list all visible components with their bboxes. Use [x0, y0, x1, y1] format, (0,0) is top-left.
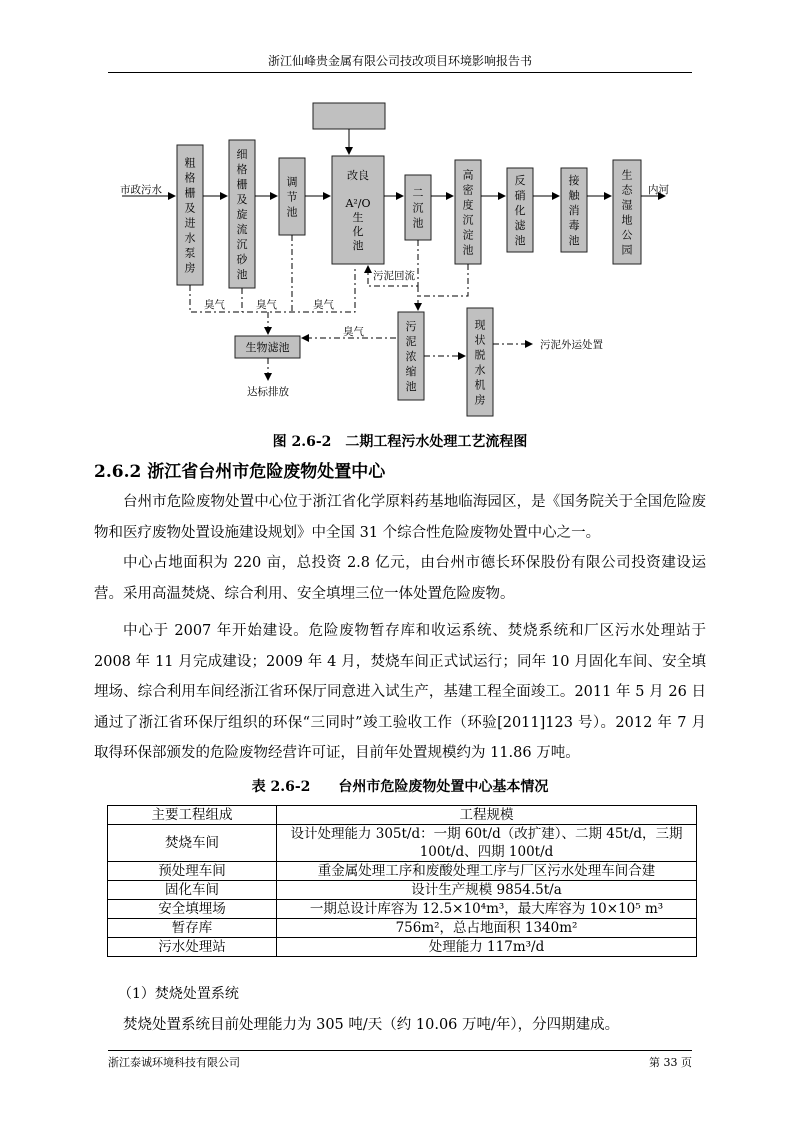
svg-text:滤: 滤 [514, 219, 526, 233]
footer-page-number: 第 33 页 [649, 1056, 692, 1069]
svg-text:节: 节 [286, 190, 298, 204]
paragraph-1: 台州市危险废物处置中心位于浙江省化学原料药基地临海园区，是《国务院关于全国危险废物和医疗废物处置设施建设规划》中全国 31 个综合性危险废物处置中心之一。 [94, 494, 706, 541]
table-cell: 固化车间 [108, 881, 277, 900]
label-odor-4: 臭气 [343, 326, 364, 338]
table-cell: 暂存库 [108, 919, 277, 938]
svg-text:池: 池 [286, 205, 298, 219]
figure-caption: 图 2.6-2 二期工程污水处理工艺流程图 [272, 434, 528, 450]
table-row [108, 825, 697, 862]
table-cell: 一期总设计库容为 12.5×10⁴m³，最大库容为 10×10⁵ m³ [277, 900, 697, 919]
svg-text:园: 园 [621, 243, 633, 257]
svg-text:及: 及 [184, 201, 196, 215]
table-header-cell: 主要工程组成 [108, 806, 277, 825]
table-row [108, 938, 697, 957]
box-wetland [613, 160, 641, 264]
label-output: 内河 [648, 184, 669, 196]
svg-text:化: 化 [514, 204, 526, 218]
label-input: 市政污水 [120, 184, 162, 196]
svg-text:沉: 沉 [236, 238, 248, 252]
table-cell: 756m²，总占地面积 1340m² [277, 919, 697, 938]
svg-text:池: 池 [236, 268, 248, 282]
svg-text:度: 度 [462, 198, 474, 212]
table-cell: 设计生产规模 9854.5t/a [277, 881, 697, 900]
svg-text:沉: 沉 [462, 213, 474, 227]
svg-text:硝: 硝 [514, 189, 526, 203]
svg-text:沉: 沉 [412, 201, 424, 215]
svg-text:及: 及 [236, 193, 248, 207]
svg-text:化: 化 [352, 224, 364, 238]
svg-text:状: 状 [474, 333, 486, 347]
label-odor-1: 臭气 [204, 299, 225, 311]
svg-text:泵: 泵 [184, 246, 196, 260]
box-secondary [405, 175, 431, 240]
svg-text:流: 流 [236, 223, 248, 237]
label-discharge: 达标排放 [247, 386, 289, 398]
box-bio-filter [235, 336, 300, 358]
svg-text:高: 高 [462, 168, 474, 182]
box-adjust [279, 158, 305, 235]
svg-text:污: 污 [405, 320, 417, 334]
svg-text:湿: 湿 [621, 198, 633, 212]
svg-text:缩: 缩 [405, 365, 417, 379]
svg-text:池: 池 [412, 216, 424, 230]
svg-text:淀: 淀 [462, 228, 474, 242]
table-header-row [108, 806, 697, 825]
table-cell: 设计处理能力 305t/d：一期 60t/d（改扩建）、二期 45t/d，三期 100t/d、四期 100t/d [277, 825, 697, 862]
label-sludge-return: 污泥回流 [373, 270, 415, 282]
table-row [108, 919, 697, 938]
table-row [108, 900, 697, 919]
svg-text:砂: 砂 [236, 253, 248, 267]
label-odor-3: 臭气 [313, 299, 334, 311]
table-cell: 重金属处理工序和废酸处理工序与厂区污水处理车间合建 [277, 862, 697, 881]
box-denitrify [507, 168, 533, 252]
svg-text:A²/O: A²/O [345, 196, 371, 210]
table-cell: 预处理车间 [108, 862, 277, 881]
svg-text:格: 格 [236, 163, 248, 177]
flow-arrow [418, 264, 468, 296]
svg-text:生: 生 [621, 168, 633, 182]
svg-text:毒: 毒 [568, 219, 580, 233]
svg-text:池: 池 [568, 234, 580, 248]
svg-text:进: 进 [184, 216, 196, 230]
svg-text:反: 反 [514, 174, 526, 188]
svg-text:接: 接 [568, 174, 580, 188]
process-flow-diagram [0, 90, 800, 430]
svg-text:池: 池 [462, 243, 474, 257]
box-high-density [455, 160, 481, 264]
svg-text:房: 房 [474, 393, 486, 407]
paragraph-2: 中心占地面积为 220 亩，总投资 2.8 亿元，由台州市德长环保股份有限公司投资建设运营。采用高温焚烧、综合利用、安全填埋三位一体处置危险废物。 [94, 555, 706, 602]
svg-text:房: 房 [184, 261, 196, 275]
box-thickener [398, 312, 424, 400]
table-cell: 污水处理站 [108, 938, 277, 957]
svg-text:水: 水 [184, 231, 196, 245]
svg-text:机: 机 [474, 378, 486, 392]
label-odor-2: 臭气 [256, 299, 277, 311]
svg-text:触: 触 [568, 189, 580, 203]
footer-company: 浙江泰诚环境科技有限公司 [108, 1056, 240, 1069]
svg-text:地: 地 [621, 213, 633, 227]
paragraph-3: 中心于 2007 年开始建设。危险废物暂存库和收运系统、焚烧系统和厂区污水处理站于 2008 年 11 月完成建设；2009 年 4 月，焚烧车间正式试运行；同年 10 月固化车间、安全填埋场、综合利用车间经浙江省环保厅同意进入试生产，基建工程全面竣工。2011 年 5 月 26 日通过了浙江省环保厅组织的环保“三同时”竣工验收工作（环验[2011]123 号）。2012 年 7 月取得环保部颁发的危险废物经营许可证，目前年处置规模约为 11.86 万吨。 [94, 623, 706, 761]
svg-text:二: 二 [412, 186, 424, 200]
svg-text:旋: 旋 [236, 208, 248, 222]
svg-text:细: 细 [236, 148, 248, 162]
svg-text:粗: 粗 [184, 156, 196, 170]
page-header: 浙江仙峰贵金属有限公司技改项目环境影响报告书 [108, 52, 692, 73]
box-a2o [332, 156, 384, 264]
table-row [108, 862, 697, 881]
table-cell: 焚烧车间 [108, 825, 277, 862]
svg-text:脱: 脱 [474, 348, 486, 362]
box-fine [229, 140, 255, 288]
box-dewater [467, 308, 493, 416]
subheading: （1）焚烧处置系统 [118, 986, 239, 1002]
table-cell: 处理能力 117m³/d [277, 938, 697, 957]
svg-text:态: 态 [621, 183, 633, 197]
svg-text:泥: 泥 [405, 335, 417, 349]
box-blower [313, 103, 385, 129]
table-cell: 安全填埋场 [108, 900, 277, 919]
svg-text:栅: 栅 [236, 178, 248, 192]
svg-text:生物滤池: 生物滤池 [245, 340, 290, 354]
box-coarse [177, 145, 203, 285]
section-title: 2.6.2 浙江省台州市危险废物处置中心 [94, 462, 386, 482]
svg-text:池: 池 [514, 234, 526, 248]
last-paragraph: 焚烧处置系统目前处理能力为 305 吨/天（约 10.06 万吨/年），分四期建成。 [123, 1017, 620, 1033]
svg-text:浓: 浓 [405, 350, 417, 364]
table-header-cell: 工程规模 [277, 806, 697, 825]
svg-text:池: 池 [405, 380, 417, 394]
svg-text:池: 池 [352, 238, 364, 252]
label-sludge-out: 污泥外运处置 [540, 339, 603, 351]
svg-text:水: 水 [474, 363, 486, 377]
svg-text:格: 格 [184, 171, 196, 185]
svg-text:栅: 栅 [184, 186, 196, 200]
svg-text:消: 消 [568, 204, 580, 218]
svg-text:生: 生 [352, 210, 364, 224]
table-caption: 表 2.6-2 台州市危险废物处置中心基本情况 [251, 779, 549, 795]
box-contact [561, 168, 587, 252]
svg-text:调: 调 [286, 175, 298, 189]
info-table [107, 805, 697, 957]
svg-text:公: 公 [621, 228, 633, 242]
svg-text:现: 现 [474, 318, 486, 332]
svg-text:改良: 改良 [347, 168, 369, 182]
table-row [108, 881, 697, 900]
svg-text:密: 密 [462, 183, 474, 197]
page-footer [108, 1050, 692, 1070]
